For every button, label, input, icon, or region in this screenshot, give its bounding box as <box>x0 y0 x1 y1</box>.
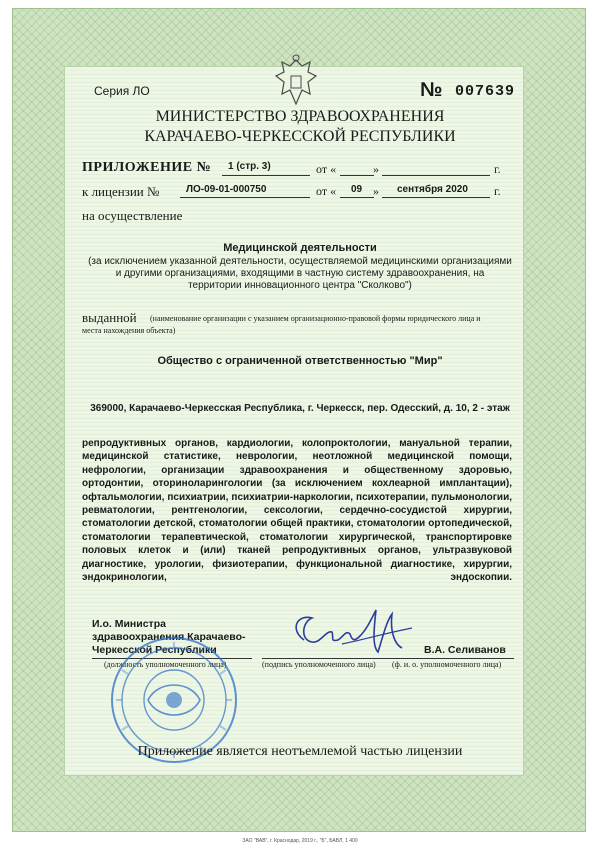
organization-address: 369000, Карачаево-Черкесская Республика, г. Черкесск, пер. Одесский, д. 10, 2 - этаж <box>90 403 510 414</box>
issued-hint-line1: (наименование организации с указанием организационно-правовой формы юридического лица и <box>150 314 481 323</box>
ministry-title-line1: МИНИСТЕРСТВО ЗДРАВООХРАНЕНИЯ <box>155 108 445 125</box>
signer-position-line3: Черкесской Республики <box>92 644 217 656</box>
appendix-day-close: » <box>373 162 379 176</box>
license-day: 09 <box>351 184 363 195</box>
organization-name: Общество с ограниченной ответственностью "Мир" <box>157 355 443 367</box>
license-day-underline <box>340 197 374 198</box>
services-list: репродуктивных органов, кардиологии, колопроктологии, мануальной терапии, медицинской статистике, неврологии, неотложной медицинской помощи, нефрологии, организации здравоохранения и общественному здоровью, ортодонтии, оториноларингологии (за исключением кохлеарной имплантации), офтальмологии, психиатрии, психиатрии-наркологии, психотерапии, пульмонологии, ревматологии, рентгенологии, сексологии, сердечно-сосудистой хирургии, стоматологии детской, стоматологии общей практики, стоматологии ортопедической, стоматологии терапевтической, стоматологии хирургической, транспортировке половых клеток и (или) тканей репродуктивных органов, ультразвуковой диагностике, урологии, физиотерапии, функциональной диагностике, хирургии, эндокринологии, эндоскопии. <box>82 438 512 584</box>
handwritten-signature <box>282 600 422 664</box>
ministry-title-line2: КАРАЧАЕВО-ЧЕРКЕССКОЙ РЕСПУБЛИКИ <box>144 128 456 145</box>
license-month-underline <box>382 197 490 198</box>
purpose-label: на осуществление <box>82 208 183 223</box>
activity-note-line1: (за исключением указанной деятельности, осуществляемой медицинскими организациями <box>88 256 512 267</box>
position-hint: (должность уполномоченного лица) <box>104 660 227 669</box>
issued-label: выданной <box>82 310 137 325</box>
appendix-label: ПРИЛОЖЕНИЕ № <box>82 160 212 175</box>
license-number: ЛО-09-01-000750 <box>186 184 267 195</box>
name-hint: (ф. и. о. уполномоченного лица) <box>392 660 502 669</box>
issued-hint-line2: места нахождения объекта) <box>82 326 176 335</box>
name-underline <box>390 658 514 659</box>
license-label: к лицензии № <box>82 184 160 199</box>
appendix-year-suffix: г. <box>494 162 501 176</box>
signer-name: В.А. Селиванов <box>424 644 506 656</box>
license-from-label: от « <box>316 184 337 198</box>
license-month-year: сентября 2020 <box>397 184 468 195</box>
print-info: ЗАО "ВАВ", г. Краснодар, 2019 г., "Б", БАВЛ, 1 400 <box>242 838 358 844</box>
signer-position-line1: И.о. Министра <box>92 618 166 630</box>
activity-note-line3: территории инновационного центра "Сколково") <box>188 280 412 291</box>
signature-underline <box>262 658 390 659</box>
activity-title: Медицинской деятельности <box>223 242 377 254</box>
coat-of-arms-icon <box>272 54 320 110</box>
appendix-month-underline <box>382 175 490 176</box>
appendix-from-label: от « <box>316 162 337 176</box>
signature-hint: (подпись уполномоченного лица) <box>262 660 376 669</box>
license-underline <box>180 197 310 198</box>
appendix-underline <box>222 175 310 176</box>
signer-position-line2: здравоохранения Карачаево- <box>92 631 246 643</box>
appendix-value: 1 (стр. 3) <box>228 161 271 172</box>
activity-note-line2: и другими организациями, входящими в частную систему здравоохранения, на <box>115 268 485 279</box>
number-sign: № <box>420 79 443 101</box>
appendix-day-underline <box>340 175 374 176</box>
license-year-suffix: г. <box>494 184 501 198</box>
form-number: 007639 <box>455 83 516 100</box>
series-label: Серия ЛО <box>94 84 150 98</box>
license-day-close: » <box>373 184 379 198</box>
appendix-footnote: Приложение является неотъемлемой частью лицензии <box>137 744 463 759</box>
